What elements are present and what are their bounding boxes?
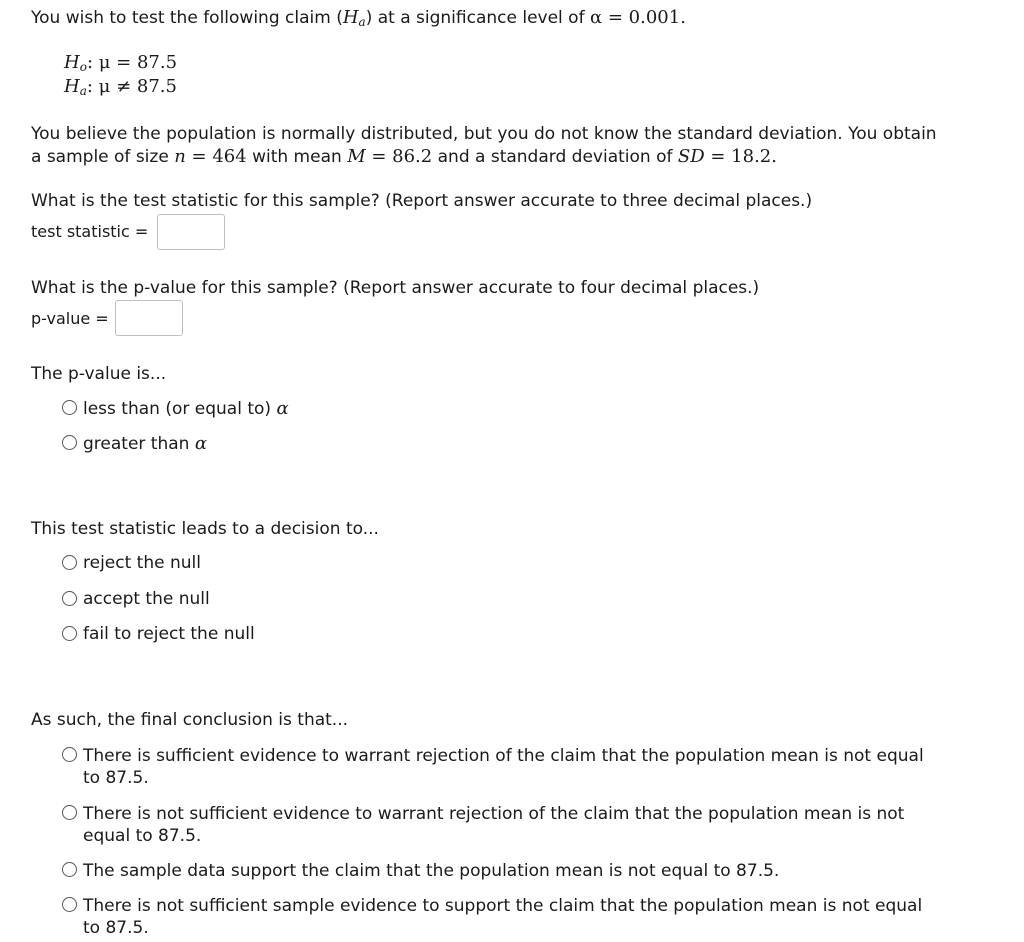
null-hypothesis — [64, 52, 177, 74]
alpha-expression: α = 0.001 — [589, 7, 681, 28]
radio-button[interactable] — [62, 747, 77, 762]
claim-text-middle: ) at a significance level of — [365, 8, 590, 28]
sd-variable: SD — [677, 146, 705, 167]
alternative-hypothesis — [64, 76, 177, 98]
option-fail-to-reject-null[interactable] — [62, 624, 255, 644]
alpha-symbol: α — [194, 433, 207, 454]
option-greater-than-alpha[interactable] — [62, 433, 207, 454]
p-value-prompt: What is the p-value for this sample? (Report answer accurate to four decimal places.) — [31, 278, 760, 298]
alpha-symbol: α — [276, 398, 289, 419]
radio-button[interactable] — [62, 862, 77, 877]
option-label: reject the null — [83, 553, 201, 573]
sample-text-a: a sample of size — [31, 147, 175, 167]
null-expression: : μ = 87.5 — [86, 52, 178, 73]
option-label: fail to reject the null — [83, 624, 255, 644]
test-statistic-label: test statistic = — [31, 222, 149, 241]
option-label: The sample data support the claim that the population mean is not equal to 87.5. — [83, 861, 780, 881]
radio-button[interactable] — [62, 400, 77, 415]
claim-text-suffix: . — [680, 7, 686, 28]
mean-variable: M — [347, 146, 366, 167]
radio-button[interactable] — [62, 897, 77, 912]
p-value-comparison-prompt: The p-value is... — [31, 364, 167, 384]
decision-prompt: This test statistic leads to a decision to... — [31, 519, 379, 539]
sample-description-line1: You believe the population is normally distributed, but you do not know the standard deviation. You obtain — [31, 124, 937, 144]
option-conclusion-1[interactable] — [62, 745, 943, 789]
radio-button[interactable] — [62, 805, 77, 820]
mean-value: = 86.2 — [365, 146, 433, 167]
n-variable: n — [174, 146, 186, 167]
p-value-label: p-value = — [31, 309, 109, 328]
radio-button[interactable] — [62, 591, 77, 606]
alt-expression: : μ ≠ 87.5 — [86, 76, 177, 97]
sample-description-line2 — [31, 146, 777, 167]
option-label: There is not sufficient sample evidence to support the claim that the population mean is not equal to 87.5. — [83, 896, 923, 938]
alt-subscript: a — [79, 84, 87, 98]
test-statistic-input[interactable] — [157, 214, 225, 250]
claim-text-prefix: You wish to test the following claim ( — [31, 8, 343, 28]
option-label: There is sufficient evidence to warrant rejection of the claim that the population mean is not equal to 87.5. — [83, 746, 924, 788]
conclusion-prompt: As such, the final conclusion is that... — [31, 710, 349, 730]
null-symbol: H — [64, 52, 80, 73]
radio-button[interactable] — [62, 626, 77, 641]
radio-button[interactable] — [62, 555, 77, 570]
option-less-than-alpha[interactable] — [62, 398, 289, 419]
sample-text-c: and a standard deviation of — [432, 147, 678, 167]
option-reject-null[interactable] — [62, 553, 201, 573]
alt-symbol: H — [64, 76, 80, 97]
option-label: accept the null — [83, 589, 210, 609]
option-label: greater than — [83, 434, 195, 454]
p-value-input[interactable] — [115, 300, 183, 336]
n-value: = 464 — [185, 146, 247, 167]
claim-statement — [31, 7, 686, 29]
option-label: less than (or equal to) — [83, 399, 277, 419]
claim-symbol: H — [342, 7, 359, 28]
test-statistic-prompt: What is the test statistic for this sample? (Report answer accurate to three decimal places.) — [31, 191, 813, 211]
option-conclusion-4[interactable] — [62, 895, 943, 939]
claim-subscript: a — [358, 15, 366, 29]
sample-text-d: . — [771, 146, 777, 167]
null-subscript: o — [79, 60, 87, 74]
sd-value: = 18.2 — [704, 146, 772, 167]
option-accept-null[interactable] — [62, 589, 210, 609]
sample-text-b: with mean — [246, 147, 348, 167]
option-conclusion-2[interactable] — [62, 803, 943, 847]
option-conclusion-3[interactable] — [62, 860, 943, 882]
radio-button[interactable] — [62, 435, 77, 450]
option-label: There is not sufficient evidence to warrant rejection of the claim that the population mean is not equal to 87.5. — [83, 804, 905, 846]
